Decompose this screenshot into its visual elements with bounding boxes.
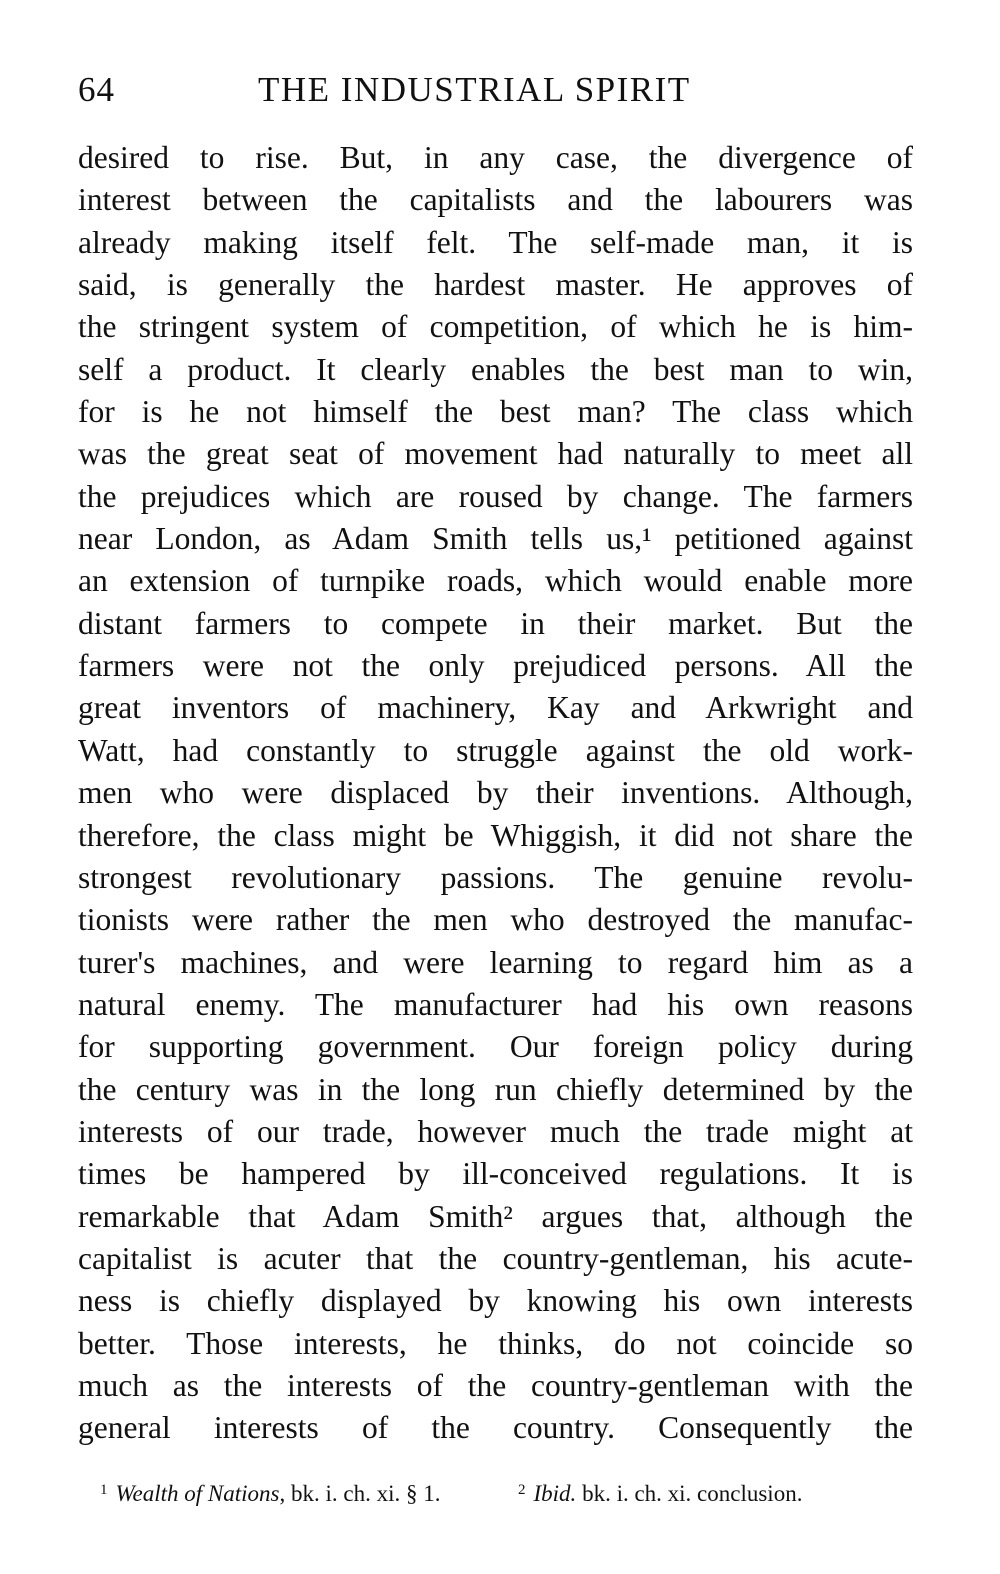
running-title: THE INDUSTRIAL SPIRIT xyxy=(258,70,691,109)
footnote-title: Ibid. xyxy=(533,1481,577,1506)
footnotes xyxy=(78,1470,913,1510)
footnote-mark: 1 xyxy=(100,1482,108,1498)
footnote-1 xyxy=(100,1470,441,1514)
text-line: for supporting government. Our foreign policy during xyxy=(78,1029,913,1065)
text-line: was the great seat of movement had naturally to meet all xyxy=(78,436,913,472)
text-line: turer's machines, and were learning to regard him as a xyxy=(78,944,913,980)
text-line: the stringent system of competition, of which he is him- xyxy=(78,309,913,345)
text-line: self a product. It clearly enables the best man to win, xyxy=(78,351,913,387)
footnote-mark: 2 xyxy=(518,1482,526,1498)
text-line: an extension of turnpike roads, which would enable more xyxy=(78,563,913,599)
text-line: remarkable that Adam Smith² argues that, although the xyxy=(78,1198,913,1234)
text-line: the prejudices which are roused by change. The farmers xyxy=(78,478,913,514)
text-line: natural enemy. The manufacturer had his own reasons xyxy=(78,986,913,1022)
text-line: men who were displaced by their inventions. Although, xyxy=(78,775,913,811)
page-number: 64 xyxy=(78,70,115,109)
running-head xyxy=(78,70,913,120)
text-line: the century was in the long run chiefly determined by the xyxy=(78,1071,913,1107)
text-line: interest between the capitalists and the labourers was xyxy=(78,182,913,218)
footnote-reference: , bk. i. ch. xi. § 1. xyxy=(279,1481,441,1506)
text-line: desired to rise. But, in any case, the divergence of xyxy=(78,140,913,175)
text-line: interests of our trade, however much the trade might at xyxy=(78,1113,913,1149)
footnote-title: Wealth of Nations xyxy=(115,1481,280,1506)
body-text xyxy=(78,137,913,1450)
text-line: tionists were rather the men who destroyed the manufac- xyxy=(78,902,913,938)
text-line: for is he not himself the best man? The class which xyxy=(78,394,913,430)
footnote-reference: bk. i. ch. xi. conclusion. xyxy=(576,1481,803,1506)
text-line: much as the interests of the country-gentleman with the xyxy=(78,1367,913,1403)
text-line: therefore, the class might be Whiggish, it did not share the xyxy=(78,817,913,853)
text-line: capitalist is acuter that the country-gentleman, his acute- xyxy=(78,1240,913,1276)
text-line: distant farmers to compete in their market. But the xyxy=(78,605,913,641)
text-line: said, is generally the hardest master. He approves of xyxy=(78,267,913,303)
text-line: general interests of the country. Consequently the xyxy=(78,1410,913,1446)
text-line: near London, as Adam Smith tells us,¹ petitioned against xyxy=(78,521,913,557)
text-line: farmers were not the only prejudiced persons. All the xyxy=(78,648,913,684)
text-line: Watt, had constantly to struggle against the old work- xyxy=(78,732,913,768)
text-line: better. Those interests, he thinks, do not coincide so xyxy=(78,1325,913,1361)
text-line: great inventors of machinery, Kay and Arkwright and xyxy=(78,690,913,726)
text-line: times be hampered by ill-conceived regulations. It is xyxy=(78,1156,913,1192)
text-line: already making itself felt. The self-made man, it is xyxy=(78,224,913,260)
footnote-2 xyxy=(518,1470,802,1514)
text-line: strongest revolutionary passions. The genuine revolu- xyxy=(78,859,913,895)
text-line: ness is chiefly displayed by knowing his own interests xyxy=(78,1283,913,1319)
